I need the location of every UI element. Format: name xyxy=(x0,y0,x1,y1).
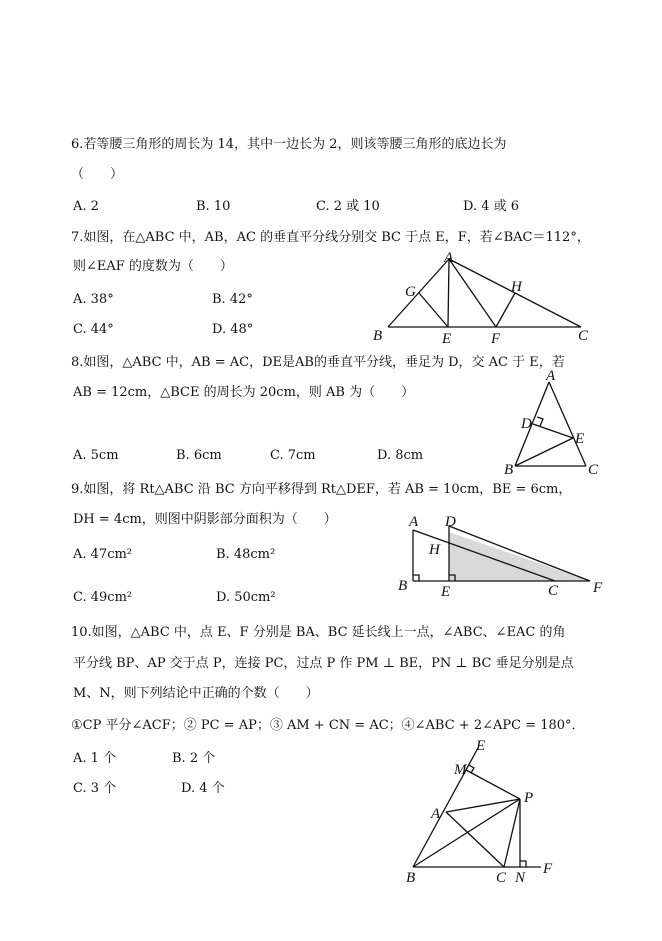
q10-stem: 10.如图，△ABC 中，点 E、F 分别是 BA、BC 延长线上一点，∠ABC、∠EAC 的角 xyxy=(71,625,566,640)
q9-label-a: A xyxy=(409,514,419,530)
q8-option-a: A. 5cm xyxy=(73,448,119,463)
q8-label-d: D xyxy=(521,416,532,432)
q10-option-b: B. 2 个 xyxy=(172,751,216,766)
q10-label-f: F xyxy=(543,861,553,877)
q7-option-c: C. 44° xyxy=(73,322,114,337)
q7-stem-line2: 则∠EAF 的度数为（ ） xyxy=(73,259,233,274)
q9-label-e: E xyxy=(441,584,451,600)
q10-label-p: P xyxy=(524,790,534,806)
q8-option-c: C. 7cm xyxy=(270,448,316,463)
q9-stem: 9.如图，将 Rt△ABC 沿 BC 方向平移得到 Rt△DEF，若 AB = 10cm，BE = 6cm， xyxy=(71,482,572,497)
q8-segment-de xyxy=(533,424,573,438)
q7-label-c: C xyxy=(578,328,589,344)
q8-side-ac xyxy=(549,382,586,466)
q9-right-angle-b xyxy=(413,575,419,581)
q9-label-h: H xyxy=(429,542,440,558)
q6-option-b: B. 10 xyxy=(196,199,231,214)
q9-stem-line2: DH = 4cm，则图中阴影部分面积为（ ） xyxy=(73,512,337,527)
q10-label-m: M xyxy=(454,762,467,778)
q10-bisector-figure xyxy=(398,738,558,886)
q9-option-c: C. 49cm² xyxy=(73,590,133,605)
q8-option-d: D. 8cm xyxy=(377,448,424,463)
q7-label-a: A xyxy=(444,250,454,266)
q7-label-e: E xyxy=(442,331,452,347)
q7-option-b: B. 42° xyxy=(212,292,253,307)
q8-stem: 8.如图，△ABC 中，AB = AC，DE是AB的垂直平分线，垂足为 D，交 AC 于 E，若 xyxy=(71,355,565,370)
q8-right-angle-mark xyxy=(537,417,543,426)
q10-perpendicular-pm xyxy=(466,770,520,799)
q8-option-b: B. 6cm xyxy=(176,448,222,463)
q6-option-c: C. 2 或 10 xyxy=(316,199,380,214)
q7-label-h: H xyxy=(511,279,522,295)
q10-option-a: A. 1 个 xyxy=(73,751,117,766)
q7-segment-hf xyxy=(496,293,515,327)
q6-option-a: A. 2 xyxy=(73,199,99,214)
q9-option-d: D. 50cm² xyxy=(216,590,276,605)
q9-label-c: C xyxy=(548,583,559,599)
q7-label-g: G xyxy=(405,284,416,300)
q10-statements: ①CP 平分∠ACF；② PC = AP；③ AM + CN = AC；④∠ABC + 2∠APC = 180°． xyxy=(71,718,585,733)
q8-label-e: E xyxy=(575,431,585,447)
q9-label-d: D xyxy=(445,514,456,530)
q9-label-b: B xyxy=(398,578,408,594)
q10-label-n: N xyxy=(515,870,526,886)
q10-label-c: C xyxy=(496,870,507,886)
q10-label-a: A xyxy=(431,806,441,822)
q9-shaded-region xyxy=(449,532,590,581)
q10-option-d: D. 4 个 xyxy=(181,781,225,796)
q8-triangle-figure xyxy=(502,368,612,480)
q10-label-b: B xyxy=(406,870,416,886)
q10-stem-line2: 平分线 BP、AP 交于点 P，连接 PC，过点 P 作 PM ⊥ BE，PN ⊥ BC 垂足分别是点 xyxy=(73,656,574,671)
q10-stem-line3: M、N，则下列结论中正确的个数（ ） xyxy=(73,686,319,701)
q8-segment-be xyxy=(515,438,573,466)
q10-option-c: C. 3 个 xyxy=(73,781,117,796)
q9-option-a: A. 47cm² xyxy=(73,547,133,562)
q10-segment-pc xyxy=(504,799,520,867)
q6-stem: 6.若等腰三角形的周长为 14，其中一边长为 2，则该等腰三角形的底边长为 xyxy=(71,137,507,152)
q6-option-d: D. 4 或 6 xyxy=(463,199,520,214)
q9-option-b: B. 48cm² xyxy=(216,547,276,562)
q7-label-b: B xyxy=(373,328,383,344)
q7-triangle-figure xyxy=(368,248,598,347)
q7-stem: 7.如图，在△ABC 中，AB，AC 的垂直平分线分别交 BC 于点 E，F，若∠BAC＝112°， xyxy=(71,230,590,245)
q7-segment-ae xyxy=(448,259,449,327)
q9-translation-figure xyxy=(395,512,615,598)
q7-label-f: F xyxy=(491,331,501,347)
q7-option-d: D. 48° xyxy=(212,322,254,337)
q10-bisector-bp xyxy=(413,799,520,867)
q8-stem-line2: AB = 12cm，△BCE 的周长为 20cm，则 AB 为（ ） xyxy=(73,385,415,400)
q10-label-e: E xyxy=(476,738,486,754)
q8-label-a: A xyxy=(546,368,556,384)
q7-option-a: A. 38° xyxy=(73,292,114,307)
q6-answer-paren: （ ） xyxy=(71,167,124,182)
q9-label-f: F xyxy=(593,580,603,596)
q7-segment-af xyxy=(449,259,496,327)
q7-segment-ge xyxy=(419,293,448,327)
q8-label-c: C xyxy=(588,462,599,478)
q10-right-angle-n xyxy=(520,861,526,867)
q8-label-b: B xyxy=(504,462,514,478)
q10-side-ac xyxy=(446,812,504,867)
